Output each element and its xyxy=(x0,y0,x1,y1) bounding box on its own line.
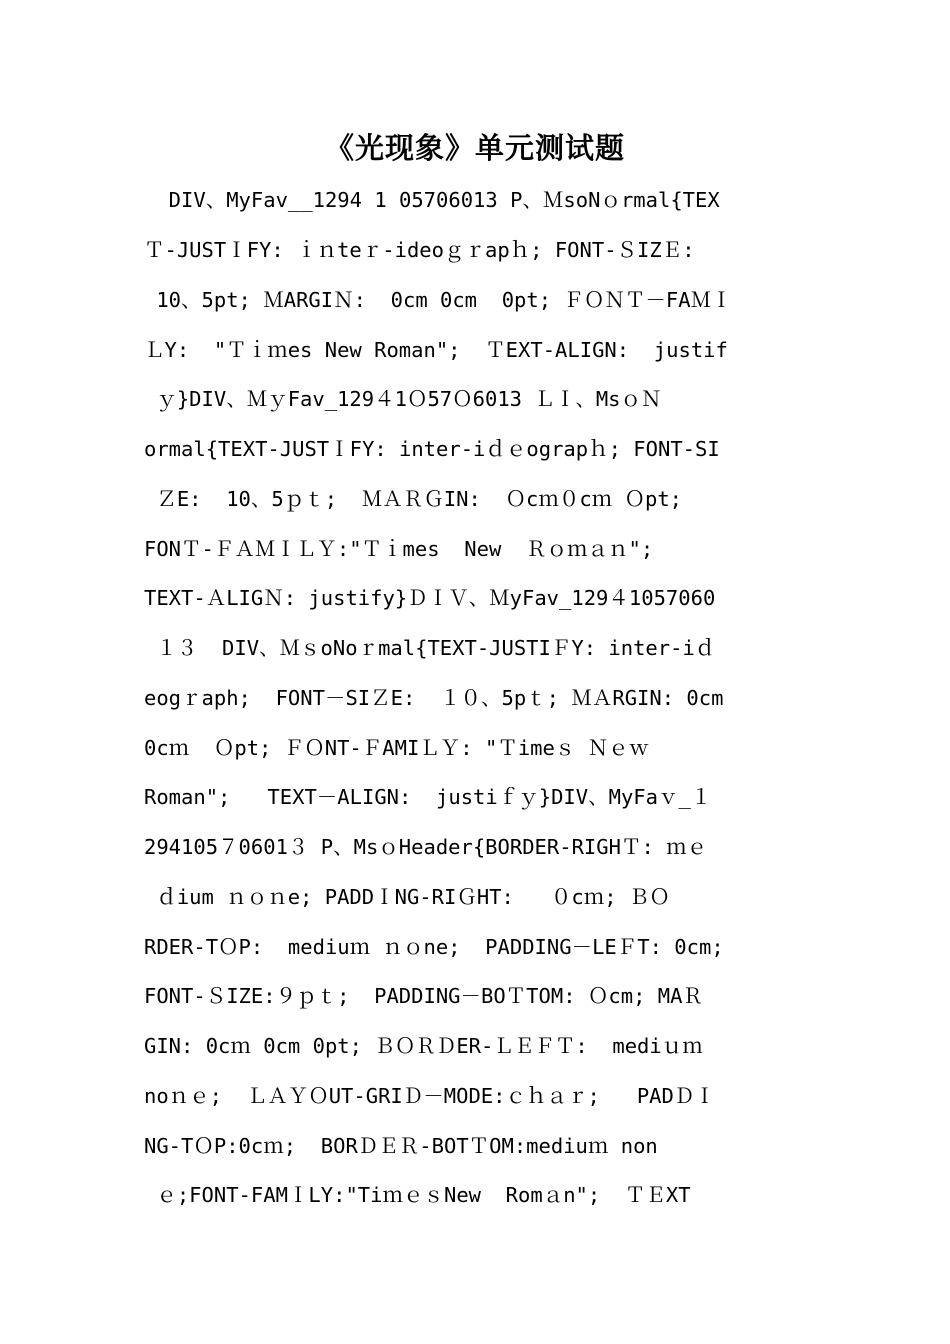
body-line: ｙ}DIV、ＭｙFav_129４1Ｏ57Ｏ6013 ＬＩ、MsｏＮ xyxy=(144,387,662,411)
body-line: ＺE: 10、5ｐｔ; ＭＡＲＧIN: Ｏcｍ０cｍ Ｏpt; xyxy=(144,487,683,511)
body-line: FONＴ-ＦＡＭＩＬＹ:"Ｔｉmes New Ｒｏｍａｎ"; xyxy=(144,537,654,561)
body-line: TEXT-ＡLIGＮ: justify}ＤＩＶ、ＭyFav_129４1057060 xyxy=(144,586,716,610)
body-line: ｅ;FONT-FAMＩLY:"TiｍｅｓNew Romａn"; ＴＥXT xyxy=(144,1183,691,1207)
body-line: ＬY: "Ｔｉｍes New Roman"; ＴEXT-ALIGN: justif xyxy=(144,338,728,362)
body-line: eogｒaph; FONT－SIＺE: １０、5pｔ; ＭＡRGIN: 0cm xyxy=(144,686,724,710)
body-line: ｄium ｎｏｎe; PADDＩNG-RIＧHT: ０cｍ; ＢＯ xyxy=(144,885,670,909)
body-line: Ｔ-JUSTＩFY: ｉｎteｒ-ideoｇｒapｈ; FONT-ＳIZＥ: xyxy=(144,238,695,262)
body-line: RDER-TＯP: mediuｍ ｎｏne; PADDING－LEＦT: 0cm; xyxy=(144,935,724,959)
document-title: 《光现象》单元测试题 xyxy=(324,131,625,165)
body-line: 0cｍ Ｏpt; ＦＯNT-ＦAMIＬＹ: "Ｔimeｓ Ｎｅｗ xyxy=(144,736,650,760)
body-line: GIN: 0cｍ 0cm 0pt; ＢＯＲＤER-ＬＥＦＴ: mediｕｍ xyxy=(144,1034,703,1058)
body-line: NG-TＯP:0cｍ; BORＤＥＲ-BOTＴOM:mediuｍ non xyxy=(144,1134,658,1158)
body-line: DIV、MyFav__1294 1 05706013 P、ＭsoNｏrmal{TEX xyxy=(144,188,720,212)
body-line: 294105７0601３ P、MsｏHeader{BORDER-RIGHＴ: ｍｅ xyxy=(144,835,708,859)
body-line: １３ DIV、ＭｓoNoｒmal{TEXT-JUSTIＦY: inter-iｄ xyxy=(144,636,716,660)
body-line: FONT-ＳIZE:９ｐｔ; PADDING－BOＴTOM: Ｏcm; MAＲ xyxy=(144,984,703,1008)
body-line: Roman"; TEXT－ALIGN: justiｆｙ}DIV、MyFaｖ_１ xyxy=(144,785,712,809)
body-line: 10、5pt; ＭARGIＮ: 0cm 0cm 0pt; ＦＯＮＴ－FAＭＩ xyxy=(144,288,732,312)
body-line: noｎｅ; ＬＡＹＯUT-GRIＤ－MODE:ｃｈａｒ; PADＤＩ xyxy=(144,1084,715,1108)
body-line: ormal{TEXT-JUSTＩFY: inter-iｄｅograpｈ; FONT-SI xyxy=(144,437,720,461)
